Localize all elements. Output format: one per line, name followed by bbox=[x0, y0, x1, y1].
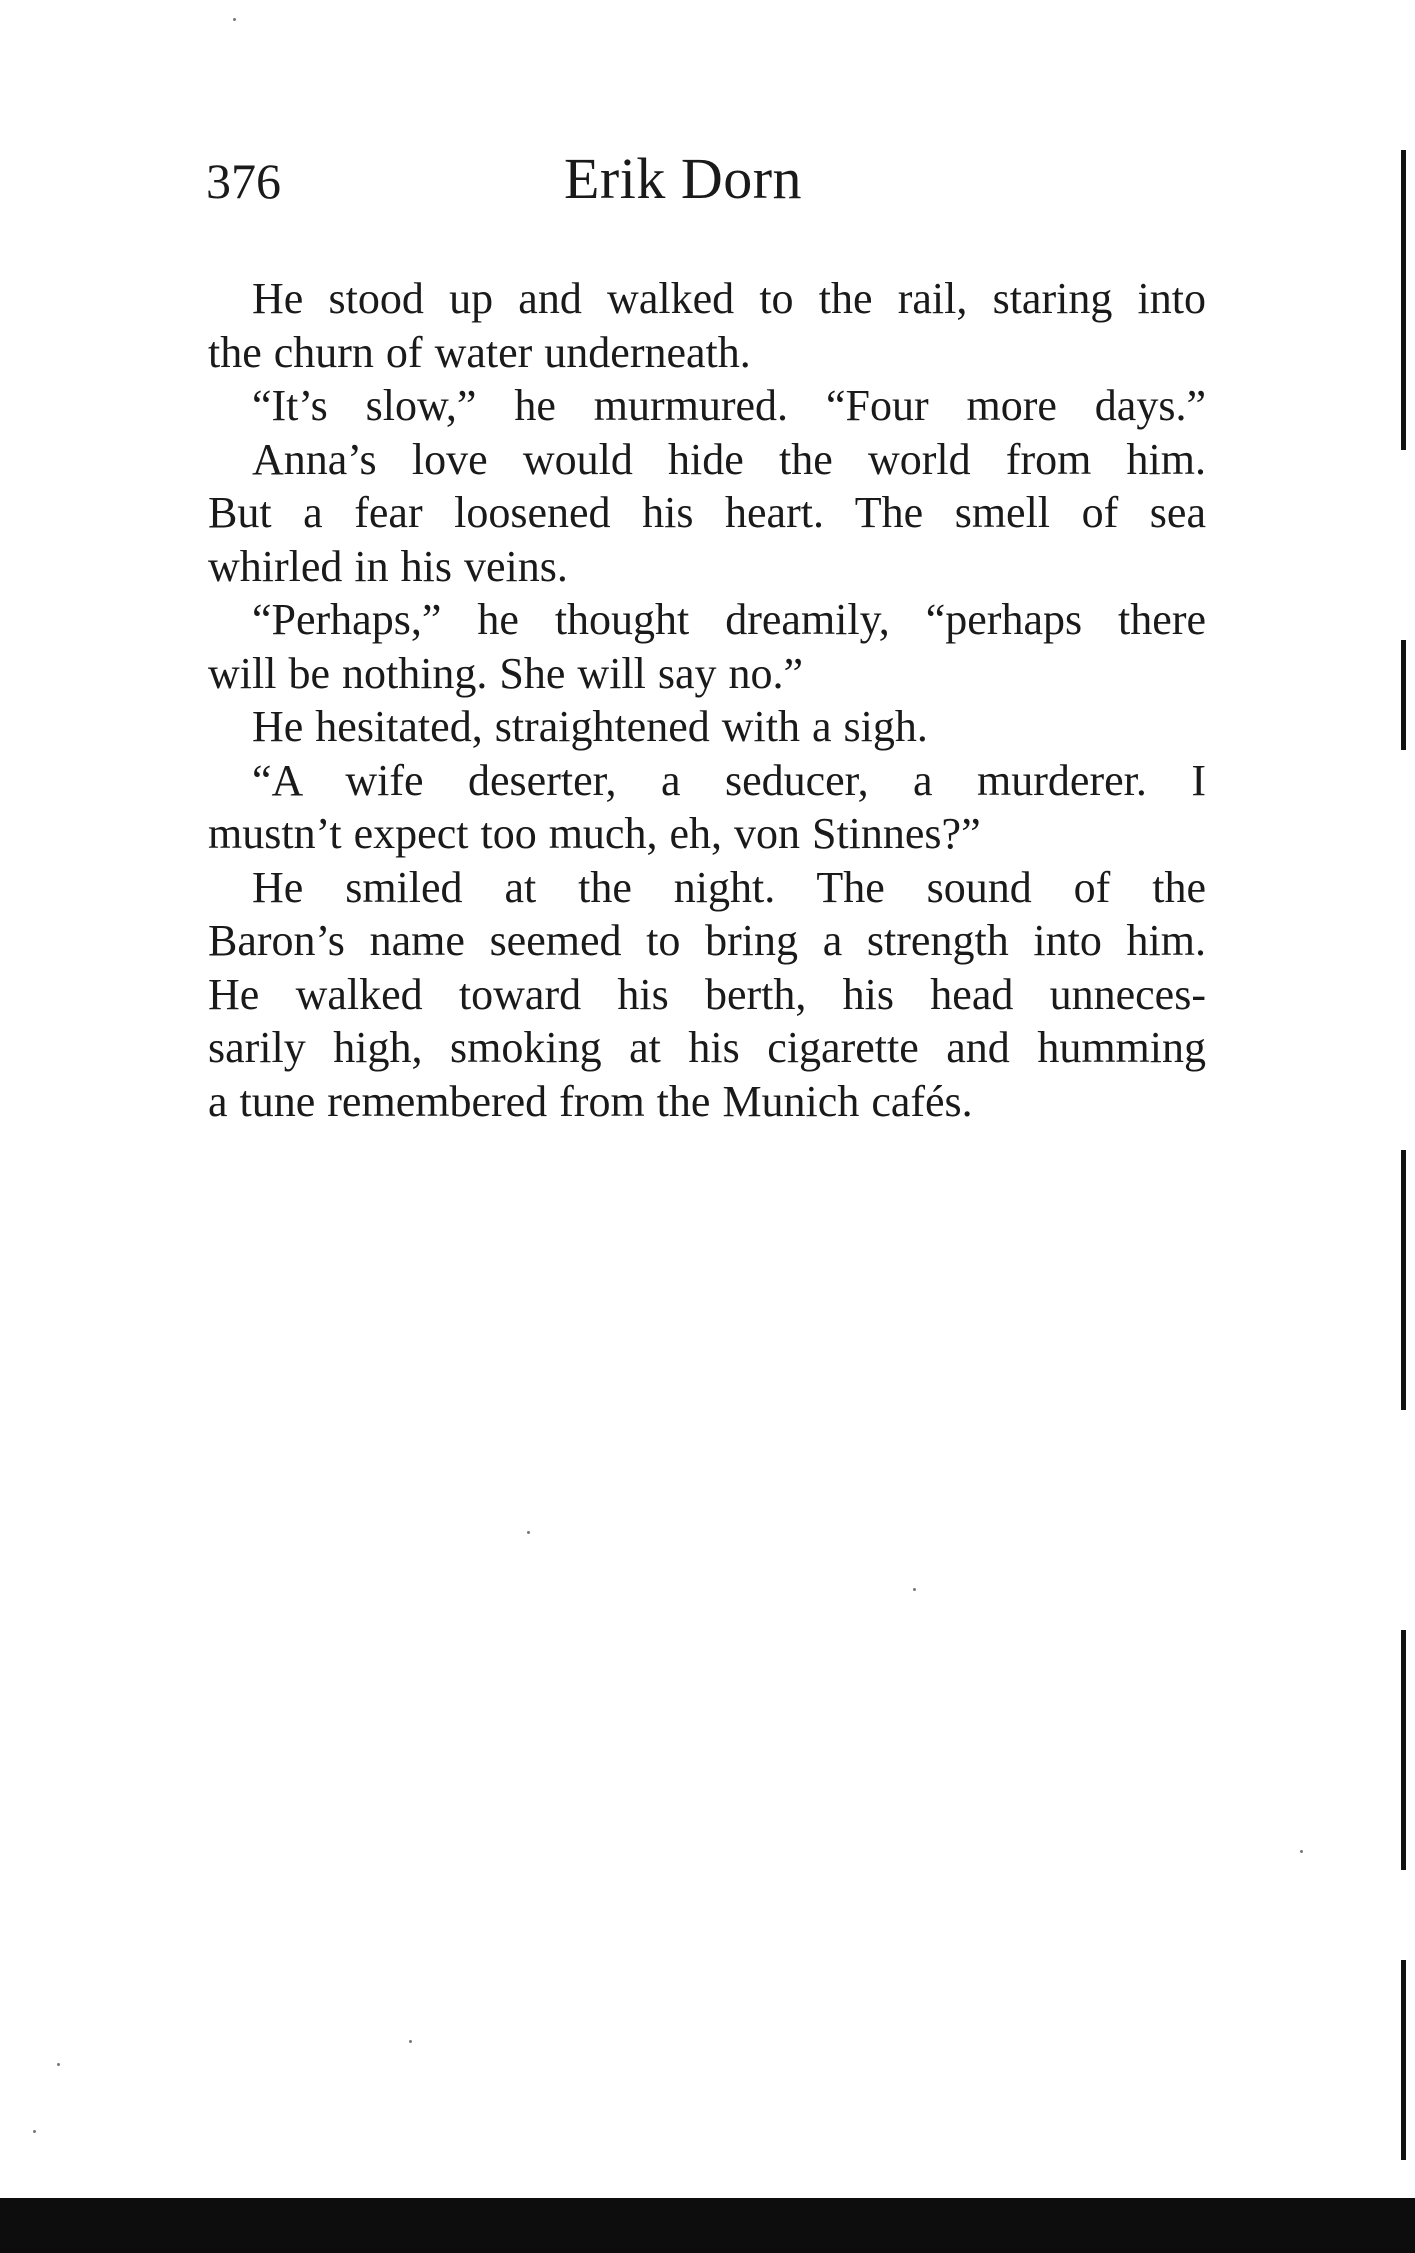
text-line: But a fear loosened his heart. The smell of sea bbox=[208, 488, 1206, 537]
text-line: sarily high, smoking at his cigarette and humming bbox=[208, 1023, 1206, 1072]
page-edge-shadow bbox=[1395, 0, 1415, 2253]
scan-speck bbox=[33, 2130, 36, 2133]
text-line: Baron’s name seemed to bring a strength into him. bbox=[208, 916, 1206, 965]
text-line: “It’s slow,” he murmured. “Four more days.” bbox=[252, 381, 1206, 430]
text-line: He stood up and walked to the rail, staring into bbox=[252, 274, 1206, 323]
text-line: He walked toward his berth, his head unneces- bbox=[208, 969, 1206, 1019]
body-text bbox=[208, 272, 1206, 1128]
text-line: He hesitated, straightened with a sigh. bbox=[252, 702, 928, 751]
page-number: 376 bbox=[206, 153, 281, 209]
text-line: “Perhaps,” he thought dreamily, “perhaps there bbox=[252, 595, 1206, 644]
text-line: whirled in his veins. bbox=[208, 541, 568, 591]
scan-speck bbox=[913, 1588, 916, 1591]
scan-speck bbox=[233, 18, 236, 21]
text-line: will be nothing. She will say no.” bbox=[208, 648, 804, 698]
scan-bottom-border bbox=[0, 2198, 1415, 2253]
scan-speck bbox=[409, 2040, 412, 2043]
scan-speck bbox=[1300, 1850, 1303, 1853]
text-line: Anna’s love would hide the world from him. bbox=[252, 434, 1206, 484]
scan-speck bbox=[57, 2063, 60, 2066]
running-title: Erik Dorn bbox=[564, 146, 803, 211]
text-line: the churn of water underneath. bbox=[208, 327, 751, 377]
text-line: a tune remembered from the Munich cafés. bbox=[208, 1076, 973, 1126]
text-line: mustn’t expect too much, eh, von Stinnes?” bbox=[208, 809, 981, 858]
text-line: “A wife deserter, a seducer, a murderer. I bbox=[252, 755, 1206, 805]
scan-speck bbox=[527, 1531, 530, 1534]
text-line: He smiled at the night. The sound of the bbox=[252, 862, 1206, 912]
